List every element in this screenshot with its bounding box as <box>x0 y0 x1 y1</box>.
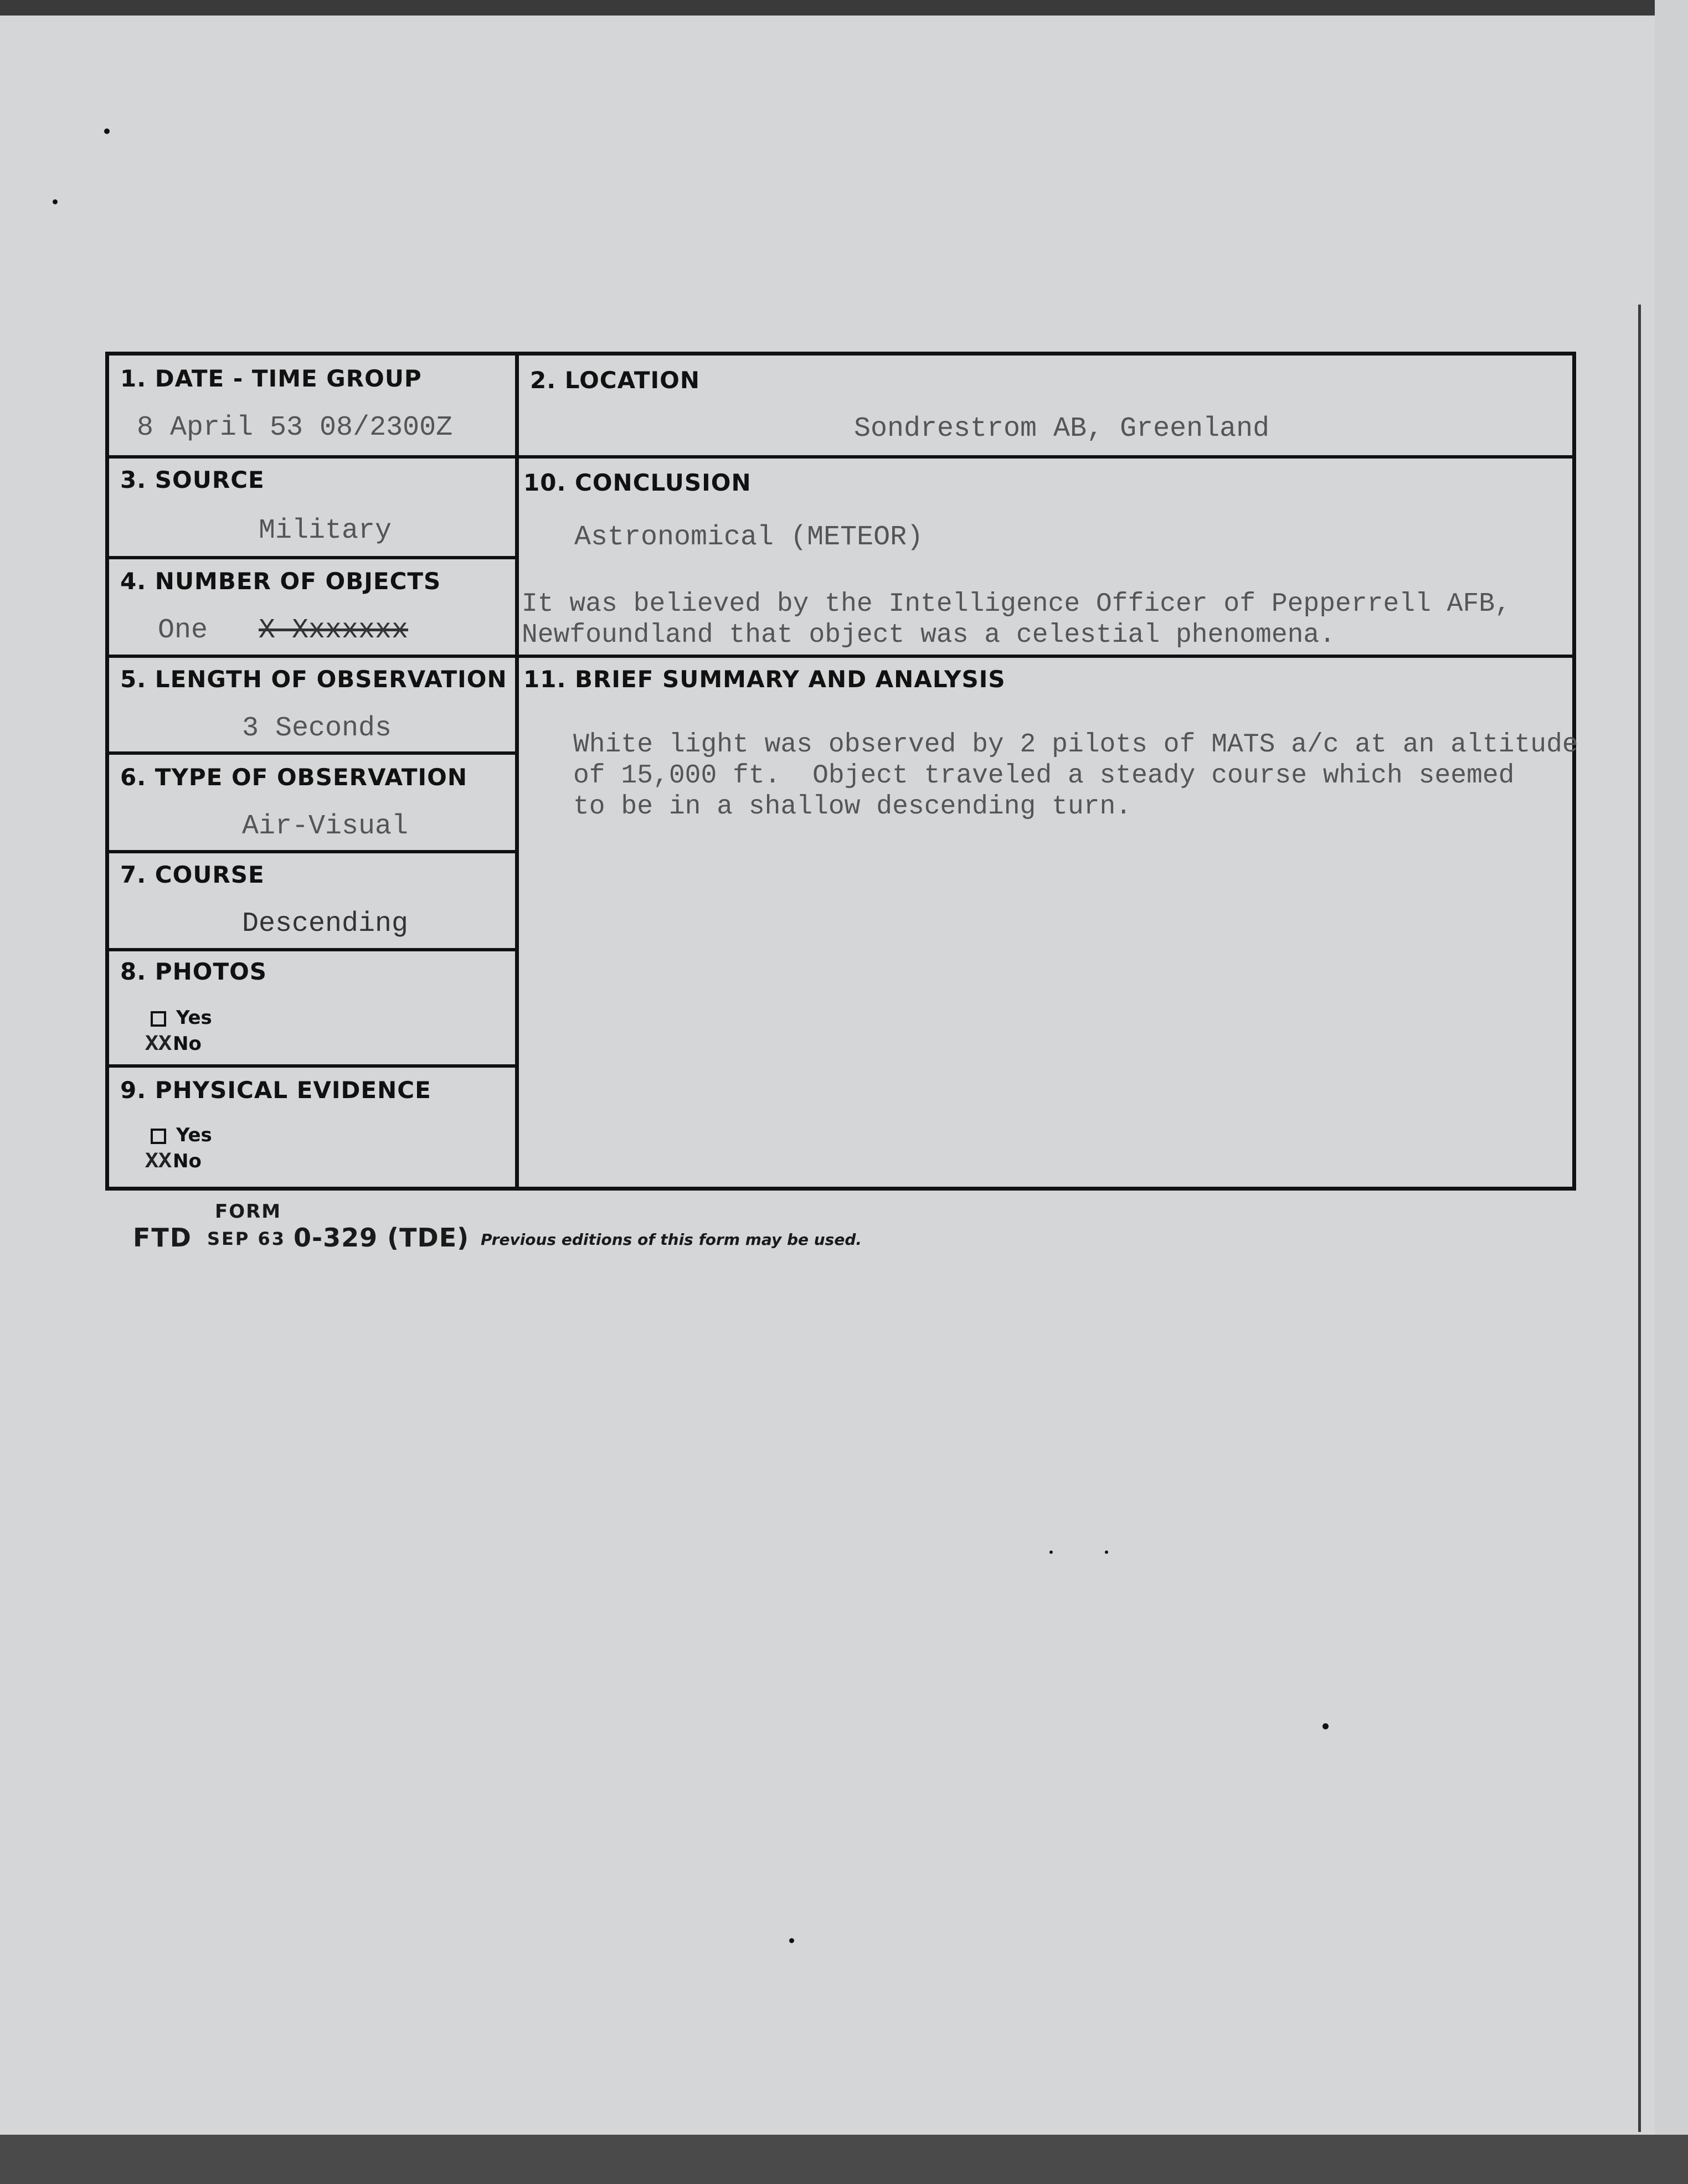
row-divider <box>109 556 515 559</box>
footer-form-word: FORM <box>215 1201 282 1223</box>
location-value: Sondrestrom AB, Greenland <box>854 413 1270 445</box>
physical-evidence-yes-label: Yes <box>176 1124 212 1146</box>
source-value: Military <box>259 515 392 547</box>
number-of-objects-value: One <box>158 615 208 646</box>
length-of-observation-value: 3 Seconds <box>242 713 392 744</box>
dust-speck <box>1049 1551 1053 1554</box>
date-time-group-value: 8 April 53 08/2300Z <box>137 412 453 444</box>
photos-no-option <box>145 1032 202 1057</box>
row-divider <box>109 948 515 951</box>
footer-date-code: SEP 63 <box>207 1228 286 1249</box>
number-of-objects-label: 4. NUMBER OF OBJECTS <box>120 568 441 595</box>
dust-speck <box>1105 1551 1108 1554</box>
conclusion-note-line-2: Newfoundland that object was a celestial phenomena. <box>522 620 1336 650</box>
type-of-observation-label: 6. TYPE OF OBSERVATION <box>120 764 468 791</box>
photos-yes-label: Yes <box>176 1007 212 1029</box>
scan-edge-bottom <box>0 2135 1688 2184</box>
column-divider <box>515 356 519 1187</box>
row-divider <box>109 850 515 853</box>
row-divider <box>109 655 1572 658</box>
dust-speck <box>1322 1723 1329 1729</box>
summary-line-2: of 15,000 ft. Object traveled a steady course which seemed <box>573 761 1515 791</box>
dust-speck <box>104 128 110 134</box>
report-form <box>105 352 1576 1191</box>
row-divider <box>109 455 1572 459</box>
photos-no-x-mark: XX <box>145 1032 172 1057</box>
date-time-group-label: 1. DATE - TIME GROUP <box>120 365 422 392</box>
physical-evidence-no-x-mark: XX <box>145 1150 172 1175</box>
source-label: 3. SOURCE <box>120 466 265 493</box>
length-of-observation-label: 5. LENGTH OF OBSERVATION <box>120 666 507 693</box>
summary-line-3: to be in a shallow descending turn. <box>573 792 1132 822</box>
conclusion-value: Astronomical (METEOR) <box>574 522 924 553</box>
physical-evidence-label: 9. PHYSICAL EVIDENCE <box>120 1076 431 1104</box>
row-divider <box>109 751 515 755</box>
type-of-observation-value: Air-Visual <box>242 811 409 842</box>
footer-ftd: FTD <box>133 1223 192 1253</box>
course-label: 7. COURSE <box>120 861 265 888</box>
physical-evidence-no-label: No <box>173 1150 202 1172</box>
photos-label: 8. PHOTOS <box>120 958 267 985</box>
footer-form-number: 0-329 (TDE) <box>294 1223 470 1253</box>
summary-line-1: White light was observed by 2 pilots of MATS a/c at an altitude <box>573 730 1578 760</box>
photos-no-label: No <box>173 1033 202 1055</box>
photos-yes-checkbox <box>151 1011 166 1027</box>
physical-evidence-yes-checkbox <box>151 1129 166 1144</box>
page-margin-line <box>1638 305 1641 2132</box>
scan-edge-top <box>0 0 1688 16</box>
row-divider <box>109 1064 515 1068</box>
location-label: 2. LOCATION <box>530 367 700 394</box>
dust-speck <box>53 199 58 204</box>
dust-speck <box>789 1938 794 1943</box>
footer-note: Previous editions of this form may be used. <box>481 1230 862 1249</box>
physical-evidence-no-option <box>145 1150 202 1175</box>
physical-evidence-yes-option <box>151 1124 212 1146</box>
conclusion-note-line-1: It was believed by the Intelligence Officer of Pepperrell AFB, <box>522 589 1511 619</box>
photos-yes-option <box>151 1007 212 1029</box>
summary-label: 11. BRIEF SUMMARY AND ANALYSIS <box>523 666 1006 693</box>
course-value: Descending <box>242 908 409 940</box>
conclusion-label: 10. CONCLUSION <box>523 469 752 496</box>
number-of-objects-struck-text: X Xxxxxxx <box>259 615 409 646</box>
scan-edge-right <box>1655 0 1688 2184</box>
